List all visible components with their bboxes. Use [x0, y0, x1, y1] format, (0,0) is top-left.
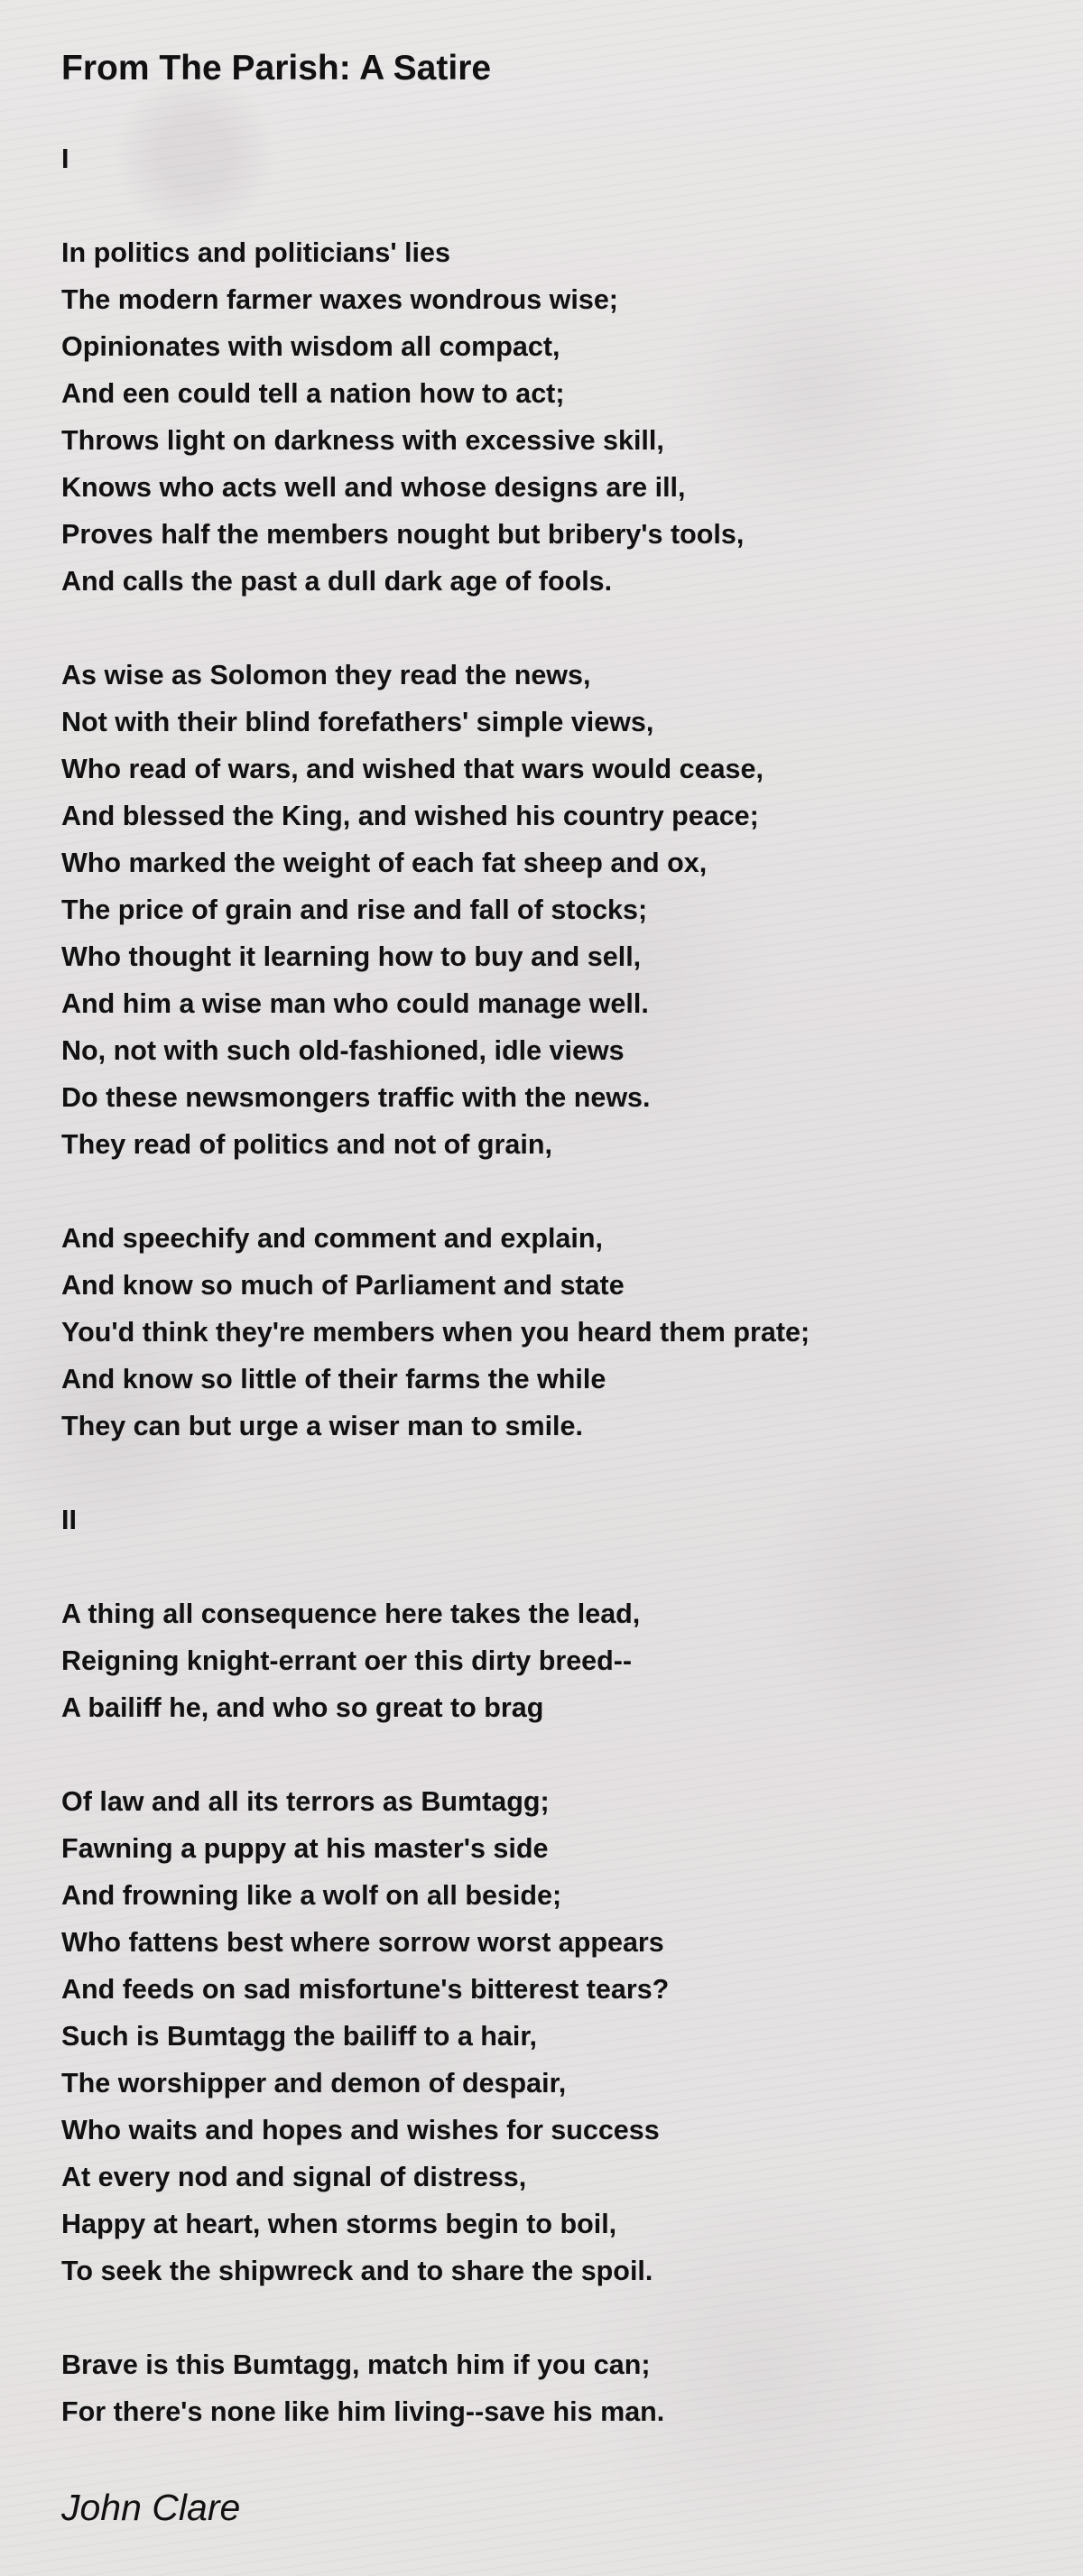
- poem-line: I: [61, 144, 69, 174]
- poem-line: And know so much of Parliament and state: [61, 1270, 625, 1301]
- poem-line: And know so little of their farms the while: [61, 1364, 606, 1395]
- poem-line: Who waits and hopes and wishes for success: [61, 2115, 660, 2145]
- poem-line: And blessed the King, and wished his country peace;: [61, 801, 759, 831]
- poem-line: The modern farmer waxes wondrous wise;: [61, 284, 618, 315]
- poem-line: They can but urge a wiser man to smile.: [61, 1411, 583, 1441]
- poem-line: Of law and all its terrors as Bumtagg;: [61, 1786, 550, 1817]
- stanza-break: [61, 1450, 1036, 1496]
- poem-line: You'd think they're members when you heard them prate;: [61, 1317, 810, 1348]
- stanza-break: [61, 182, 1036, 229]
- poem-line: Do these newsmongers traffic with the news.: [61, 1082, 651, 1113]
- poem-line: Who read of wars, and wished that wars would cease,: [61, 754, 764, 784]
- poem-line: Who fattens best where sorrow worst appears: [61, 1927, 664, 1958]
- poem-line: To seek the shipwreck and to share the spoil.: [61, 2256, 653, 2286]
- poem-line: Not with their blind forefathers' simple views,: [61, 707, 654, 737]
- poem-line: At every nod and signal of distress,: [61, 2162, 527, 2192]
- poem-title: From The Parish: A Satire: [61, 49, 492, 88]
- poem-line: For there's none like him living--save his man.: [61, 2396, 665, 2427]
- poem-line: A bailiff he, and who so great to brag: [61, 1692, 544, 1723]
- poem-line: And calls the past a dull dark age of fools.: [61, 566, 613, 597]
- stanza-break: [61, 1168, 1036, 1215]
- poem-line: And him a wise man who could manage well.: [61, 988, 649, 1019]
- poem-line: Such is Bumtagg the bailiff to a hair,: [61, 2021, 538, 2052]
- stanza-break: [61, 605, 1036, 652]
- stanza-break: [61, 2294, 1036, 2341]
- poem-line: No, not with such old-fashioned, idle views: [61, 1035, 625, 1066]
- poem-line: Who marked the weight of each fat sheep and ox,: [61, 848, 708, 878]
- poem-line: And een could tell a nation how to act;: [61, 378, 565, 409]
- poem-line: Reigning knight-errant oer this dirty breed--: [61, 1645, 633, 1676]
- poem-line: And speechify and comment and explain,: [61, 1223, 603, 1254]
- poem-line: Throws light on darkness with excessive skill,: [61, 425, 664, 456]
- poem-line: A thing all consequence here takes the lead,: [61, 1598, 641, 1629]
- poem-line: Brave is this Bumtagg, match him if you can;: [61, 2349, 651, 2380]
- poem-line: Fawning a puppy at his master's side: [61, 1833, 549, 1864]
- stanza-break: [61, 1543, 1036, 1590]
- poem-line: Knows who acts well and whose designs are ill,: [61, 472, 686, 503]
- poem-line: Proves half the members nought but bribery's tools,: [61, 519, 745, 550]
- poem-author: John Clare: [61, 2487, 241, 2528]
- poem-line: As wise as Solomon they read the news,: [61, 660, 591, 690]
- poem-line: They read of politics and not of grain,: [61, 1129, 552, 1160]
- poem-container: [61, 42, 1036, 2435]
- poem-line: Opinionates with wisdom all compact,: [61, 331, 560, 362]
- poem-line: The worshipper and demon of despair,: [61, 2068, 567, 2099]
- stanza-break: [61, 1731, 1036, 1778]
- poem-line: And feeds on sad misfortune's bitterest tears?: [61, 1974, 670, 2005]
- poem-line: The price of grain and rise and fall of stocks;: [61, 894, 648, 925]
- poem-line: Happy at heart, when storms begin to boil,: [61, 2209, 617, 2239]
- poem-line: In politics and politicians' lies: [61, 237, 450, 268]
- poem-line: Who thought it learning how to buy and sell,: [61, 941, 642, 972]
- poem-line: And frowning like a wolf on all beside;: [61, 1880, 562, 1911]
- poem-line: II: [61, 1505, 77, 1535]
- poem-body: [61, 135, 1036, 2435]
